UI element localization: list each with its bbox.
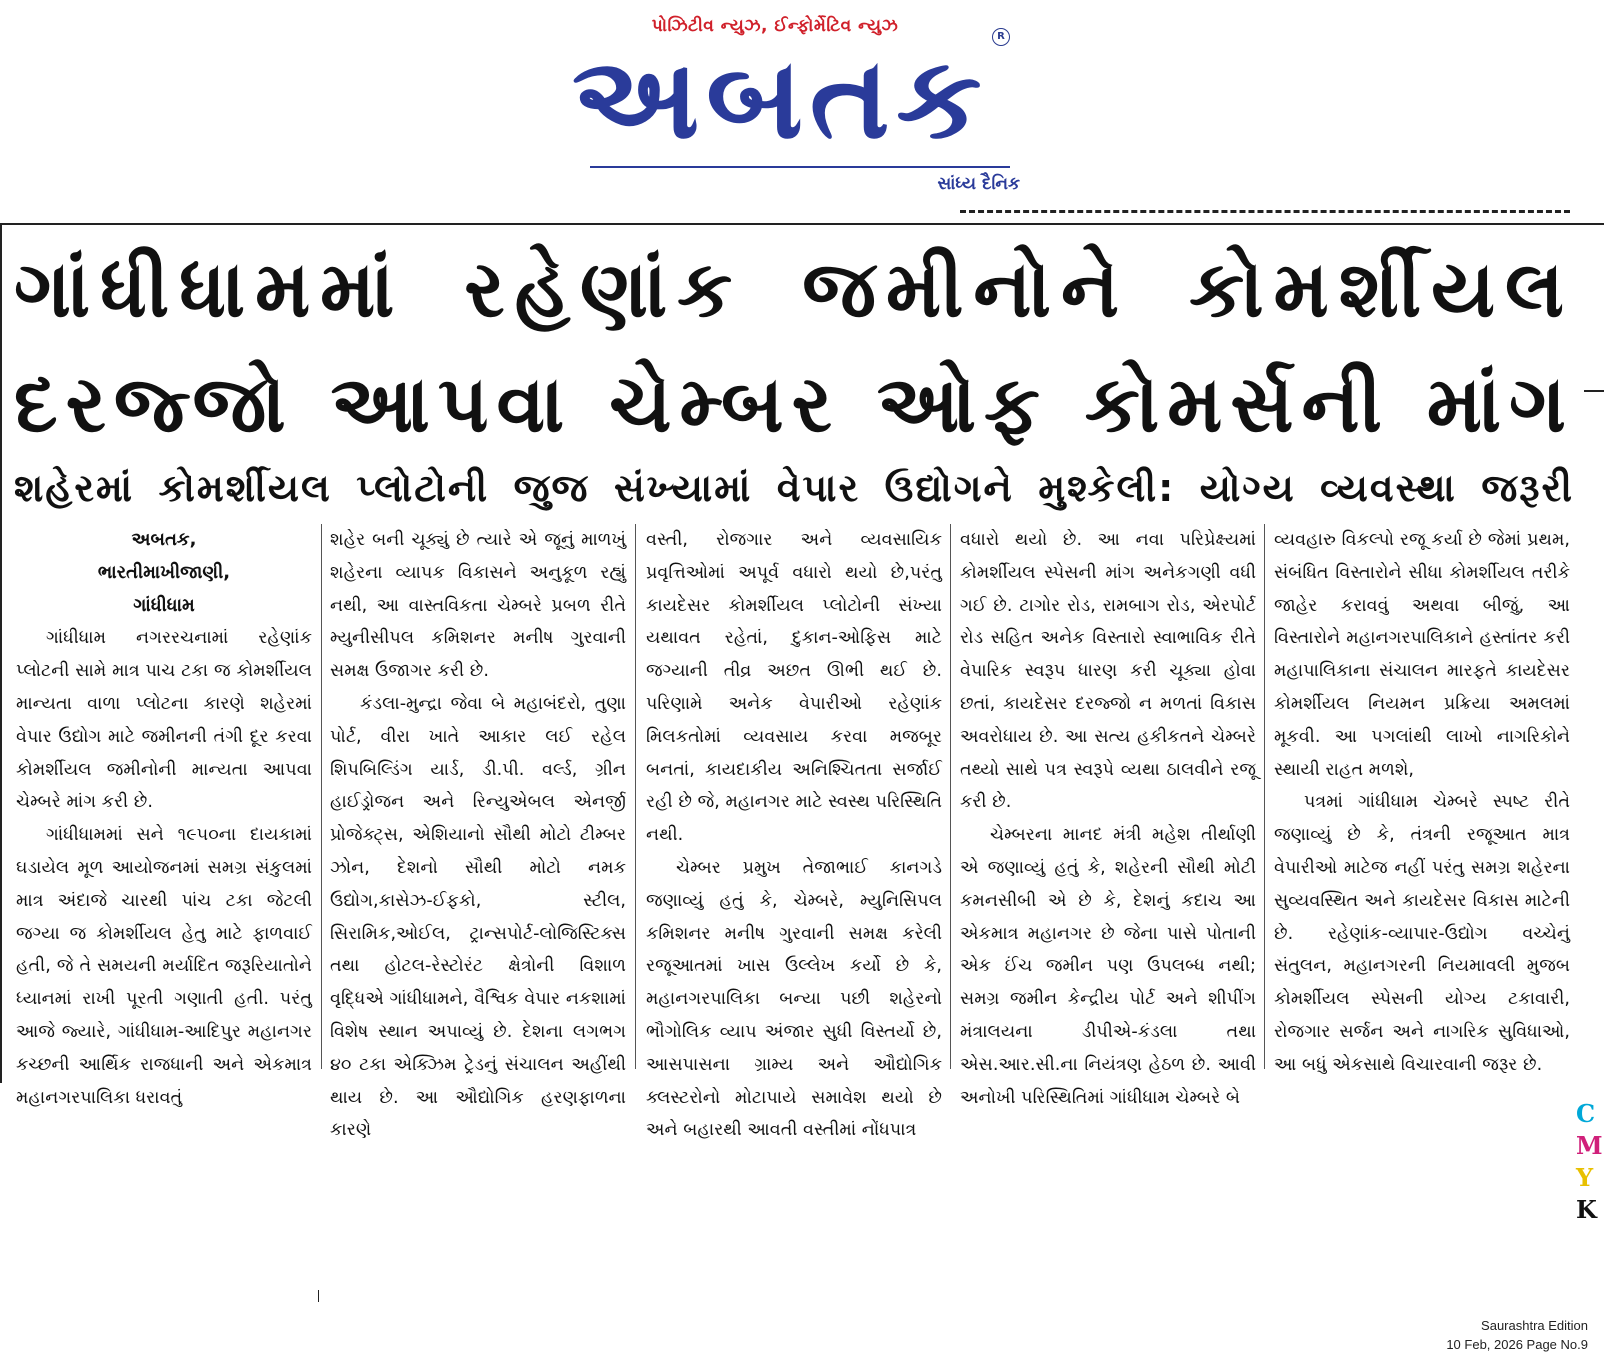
- dashed-divider: [960, 210, 1570, 213]
- footer-tick: [318, 1290, 319, 1302]
- cmyk-m: M: [1576, 1131, 1603, 1160]
- byline-reporter: ભારતીમાખીજાણી,: [97, 561, 231, 583]
- subheadline: શહેરમાં કોમર્શીયલ પ્લોટોની જુજ સંખ્યામાં વેપાર ઉદ્યોગને મુશ્કેલી: યોગ્ય વ્યવસ્થા જરૂરી: [14, 466, 1574, 510]
- cmyk-y: Y: [1576, 1163, 1594, 1192]
- paragraph: શહેર બની ચૂક્યું છે ત્યારે એ જૂનું માળખું શહેરના વ્યાપક વિકાસને અનુકૂળ રહ્યું નથી, આ વાસ્તવિકતા ચેમ્બરે પ્રબળ રીતે મ્યુનીસીપલ કમિશનર મનીષ ગુરવાની સમક્ષ ઉજાગર કરી છે.: [330, 530, 626, 682]
- article-body: [12, 524, 1584, 1141]
- masthead-tagline: પોઝિટીવ ન્યુઝ, ઈન્ફોર્મેટિવ ન્યુઝ: [651, 16, 899, 36]
- column-divider: [635, 524, 636, 1069]
- article-column-1: [16, 524, 312, 1108]
- masthead: [560, 14, 1020, 204]
- byline-location: ગાંધીધામ: [133, 594, 195, 616]
- cmyk-k: K: [1576, 1195, 1597, 1224]
- margin-tick: [1584, 390, 1604, 392]
- article-left-border: [0, 223, 2, 1083]
- edition-name: Saurashtra Edition: [1481, 1318, 1588, 1333]
- cmyk-c: C: [1576, 1099, 1596, 1128]
- article-column-4: [960, 524, 1256, 1108]
- registered-mark-icon: R: [992, 28, 1010, 46]
- headline-line-2: દરજ્જો આપવા ચેમ્બર ઓફ કોમર્સની માંગ: [14, 360, 1574, 450]
- masthead-subtitle: સાંધ્ય દૈનિક: [937, 174, 1020, 194]
- byline: [16, 524, 312, 622]
- column-divider: [321, 524, 322, 1069]
- cmyk-color-marks: [1576, 1098, 1604, 1226]
- edition-date-page: 10 Feb, 2026 Page No.9: [1446, 1337, 1588, 1352]
- paragraph: પત્રમાં ગાંધીધામ ચેમ્બરે સ્પષ્ટ રીતે જણાવ્યું છે કે, તંત્રની રજૂઆત માત્ર વેપારીઓ માટેજ નહીં પરંતુ સમગ્ર શહેરના સુવ્યવસ્થિત અને કાયદેસર વિકાસ માટેની છે. રહેણાંક-વ્યાપાર-ઉદ્યોગ વચ્ચેનું સંતુલન, મહાનગરની નિયમાવલી મુજબ કોમર્શીયલ સ્પેસની યોગ્ય ટકાવારી, રોજગાર સર્જન અને નાગરિક સુવિધાઓ, આ બધું એકસાથે વિચારવાની જરૂર છે.: [1274, 792, 1570, 1075]
- paragraph: ચેમ્બરના માનદ મંત્રી મહેશ તીર્થાણી એ જણાવ્યું હતું કે, શહેરની સૌથી મોટી કમનસીબી એ છે કે, દેશનું કદાચ આ એકમાત્ર મહાનગર છે જેના પાસે પોતાની એક ઈંચ જમીન પણ ઉપલબ્ધ નથી; સમગ્ર જમીન કેન્દ્રીય પોર્ટ અને શીપીંગ મંત્રાલયના ડીપીએ-કંડલા તથા એસ.આર.સી.ના નિયંત્રણ હેઠળ છે. આવી અનોખી પરિસ્થિતિમાં ગાંધીધામ ચેમ્બરે બે: [960, 825, 1256, 1108]
- article-column-2: [330, 524, 626, 1141]
- paragraph: કંડલા-મુન્દ્રા જેવા બે મહાબંદરો, તુણા પોર્ટ, વીરા ખાતે આકાર લઈ રહેલ શિપબિલ્ડિંગ યાર્ડ, ડી.પી. વર્લ્ડ, ગ્રીન હાઈડ્રોજન અને રિન્યુએબલ એનર્જી પ્રોજેક્ટ્સ, એશિયાનો સૌથી મોટો ટીમ્બર ઝોન, દેશનો સૌથી મોટો નમક ઉદ્યોગ,કાસેઝ-ઈફકો, સ્ટીલ, સિરામિક,ઓઈલ, ટ્રાન્સપોર્ટ-લોજિસ્ટિક્સ તથા હોટલ-રેસ્ટોરંટ ક્ષેત્રોની વિશાળ વૃદ્ધિએ ગાંધીધામને, વૈશ્વિક વેપાર નકશામાં વિશેષ સ્થાન અપાવ્યું છે. દેશના લગભગ ૪૦ ટકા એક્ઝિમ ટ્રેડનું સંચાલન અહીંથી થાય છે. આ ઔદ્યોગિક હરણફાળના કારણે: [330, 693, 626, 1141]
- byline-source: અબતક,: [131, 529, 197, 550]
- headline-top-rule: [0, 223, 1604, 225]
- newspaper-logo: અબતક: [571, 34, 989, 164]
- logo-underline: [590, 166, 1010, 168]
- paragraph: વસ્તી, રોજગાર અને વ્યવસાયિક પ્રવૃત્તિઓમાં અપૂર્વ વધારો થયો છે,પરંતુ કાયદેસર કોમર્શીયલ પ્લોટોની સંખ્યા યથાવત રહેતાં, દુકાન-ઓફિસ માટે જગ્યાની તીવ્ર અછત ઊભી થઈ છે. પરિણામે અનેક વેપારીઓ રહેણાંક મિલકતોમાં વ્યવસાય કરવા મજબૂર બનતાં, કાયદાકીય અનિશ્ચિતતા સર્જાઈ રહી છે જે, મહાનગર માટે સ્વસ્થ પરિસ્થિતિ નથી.: [646, 530, 942, 846]
- headline-line-1: ગાંધીધામમાં રહેણાંક જમીનોને કોમર્શીયલ: [14, 245, 1574, 335]
- paragraph: વધારો થયો છે. આ નવા પરિપ્રેક્ષ્યમાં કોમર્શીયલ સ્પેસની માંગ અનેકગણી વધી ગઈ છે. ટાગોર રોડ, રામબાગ રોડ, એરપોર્ટ રોડ સહિત અનેક વિસ્તારો સ્વાભાવિક રીતે વેપારિક સ્વરૂપ ધારણ કરી ચૂક્યા હોવા છતાં, કાયદેસર દરજ્જો ન મળતાં વિકાસ અવરોધાય છે. આ સત્ય હકીકતને ચેમ્બરે તથ્યો સાથે પત્ર સ્વરૂપે વ્યથા ઠાલવીને રજૂ કરી છે.: [960, 530, 1256, 813]
- edition-info: [1330, 1316, 1588, 1354]
- article-column-5: [1274, 524, 1570, 1084]
- paragraph: ચેમ્બર પ્રમુખ તેજાભાઈ કાનગડે જણાવ્યું હતું કે, ચેમ્બરે, મ્યુનિસિપલ કમિશનર મનીષ ગુરવાની સમક્ષ કરેલી રજૂઆતમાં ખાસ ઉલ્લેખ કર્યો છે કે, મહાનગરપાલિકા બન્યા પછી શહેરનો ભૌગોલિક વ્યાપ અંજાર સુધી વિસ્તર્યો છે, આસપાસના ગ્રામ્ય અને ઔદ્યોગિક ક્લસ્ટરોનો મોટાપાયે સમાવેશ થયો છે અને બહારથી આવતી વસ્તીમાં નોંધપાત્ર: [646, 857, 942, 1141]
- article-column-3: [646, 524, 942, 1141]
- column-divider: [950, 524, 951, 1069]
- paragraph: ગાંધીધામમાં સને ૧૯૫૦ના દાયકામાં ઘડાયેલ મૂળ આયોજનમાં સમગ્ર સંકુલમાં માત્ર અંદાજે ચારથી પાંચ ટકા જેટલી જગ્યા જ કોમર્શીયલ હેતુ માટે ફાળવાઈ હતી, જે તે સમયની મર્યાદિત જરૂરિયાતોને ધ્યાનમાં રાખી પૂરતી ગણાતી હતી. પરંતુ આજે જ્યારે, ગાંધીધામ-આદિપુર મહાનગર કચ્છની આર્થિક રાજધાની અને એકમાત્ર મહાનગરપાલિકા ધરાવતું: [16, 825, 312, 1108]
- paragraph: ગાંધીધામ નગરરચનામાં રહેણાંક પ્લોટની સામે માત્ર પાચ ટકા જ કોમર્શીયલ માન્યતા વાળા પ્લોટના કારણે શહેરમાં વેપાર ઉદ્યોગ માટે જમીનની તંગી દૂર કરવા કોમર્શીયલ જમીનોની માન્યતા આપવા ચેમ્બરે માંગ કરી છે.: [16, 628, 312, 813]
- column-divider: [1264, 524, 1265, 1069]
- paragraph: વ્યવહારુ વિકલ્પો રજૂ કર્યા છે જેમાં પ્રથમ, સંબંધિત વિસ્તારોને સીધા કોમર્શીયલ તરીકે જાહેર કરાવવું અથવા બીજું, આ વિસ્તારોને મહાનગરપાલિકાને હસ્તાંતર કરી મહાપાલિકાના સંચાલન મારફતે કાયદેસર કોમર્શીયલ નિયમન પ્રક્રિયા અમલમાં મૂકવી. આ પગલાંથી લાખો નાગરિકોને સ્થાયી રાહત મળશે,: [1274, 530, 1570, 780]
